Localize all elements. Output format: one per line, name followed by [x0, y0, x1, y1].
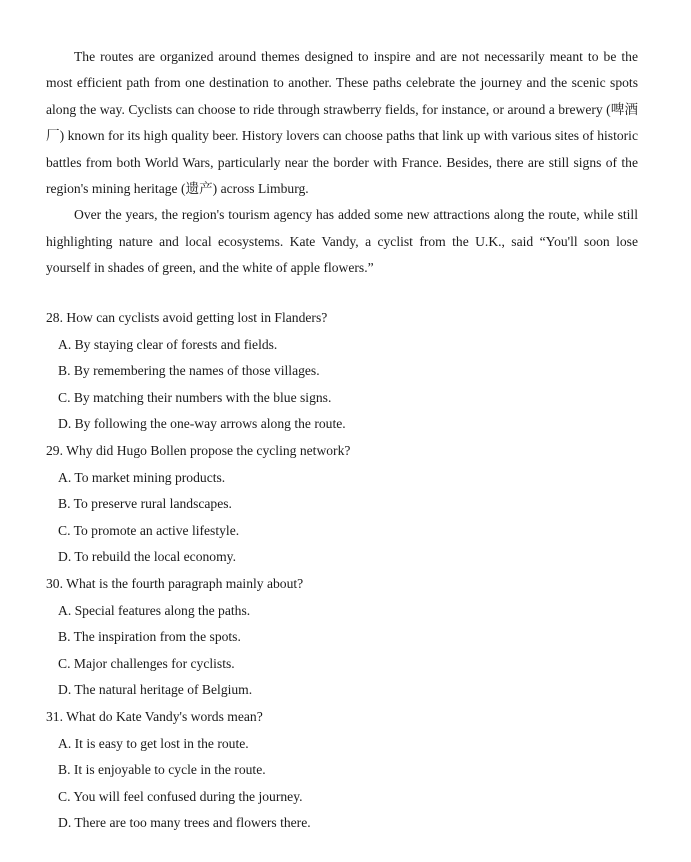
- option-b: B. By remembering the names of those villages.: [58, 363, 320, 379]
- option-b: B. The inspiration from the spots.: [58, 629, 241, 645]
- option-b: B. It is enjoyable to cycle in the route.: [58, 762, 266, 778]
- option-b: B. To preserve rural landscapes.: [58, 496, 232, 512]
- question-stem: 28. How can cyclists avoid getting lost in Flanders?: [46, 310, 328, 325]
- option-d: D. To rebuild the local economy.: [58, 549, 236, 565]
- option-c: C. You will feel confused during the journey.: [58, 788, 303, 804]
- option-a: A. By staying clear of forests and fields.: [58, 336, 278, 352]
- option-c: C. To promote an active lifestyle.: [58, 522, 240, 538]
- passage-paragraph-1: The routes are organized around themes designed to inspire and are not necessarily meant to be the most efficient path from one destination to another. These paths celebrate the journey and the scenic spots along the way. Cyclists can choose to ride through strawberry fields, for instance, or around a brewery (啤酒厂) known for its high quality beer. History lovers can choose paths that link up with various sites of historic battles from both World Wars, particularly near the border with France. Besides, there are still signs of the region's mining heritage (遗产) across Limburg.: [46, 49, 638, 197]
- question-29: [46, 438, 646, 571]
- reading-passage: [46, 44, 638, 282]
- option-c: C. By matching their numbers with the blue signs.: [58, 389, 332, 405]
- option-c: C. Major challenges for cyclists.: [58, 655, 235, 671]
- option-d: D. By following the one-way arrows along the route.: [58, 416, 346, 432]
- question-28: [46, 305, 646, 438]
- question-stem: 29. Why did Hugo Bollen propose the cycling network?: [46, 442, 351, 458]
- passage-paragraph-2: Over the years, the region's tourism agency has added some new attractions along the route, while still highlighting nature and local ecosystems. Kate Vandy, a cyclist from the U.K., said “You'll soon lose yourself in shades of green, and the white of apple flowers.”: [46, 207, 638, 276]
- option-a: A. It is easy to get lost in the route.: [58, 735, 249, 751]
- question-stem: 31. What do Kate Vandy's words mean?: [46, 708, 263, 724]
- question-list: [46, 305, 646, 837]
- option-a: A. To market mining products.: [58, 469, 226, 485]
- question-stem: 30. What is the fourth paragraph mainly about?: [46, 575, 304, 591]
- question-31: [46, 704, 646, 837]
- option-d: D. There are too many trees and flowers there.: [58, 815, 311, 831]
- option-a: A. Special features along the paths.: [58, 602, 251, 618]
- question-30: [46, 571, 646, 704]
- option-d: D. The natural heritage of Belgium.: [58, 682, 253, 698]
